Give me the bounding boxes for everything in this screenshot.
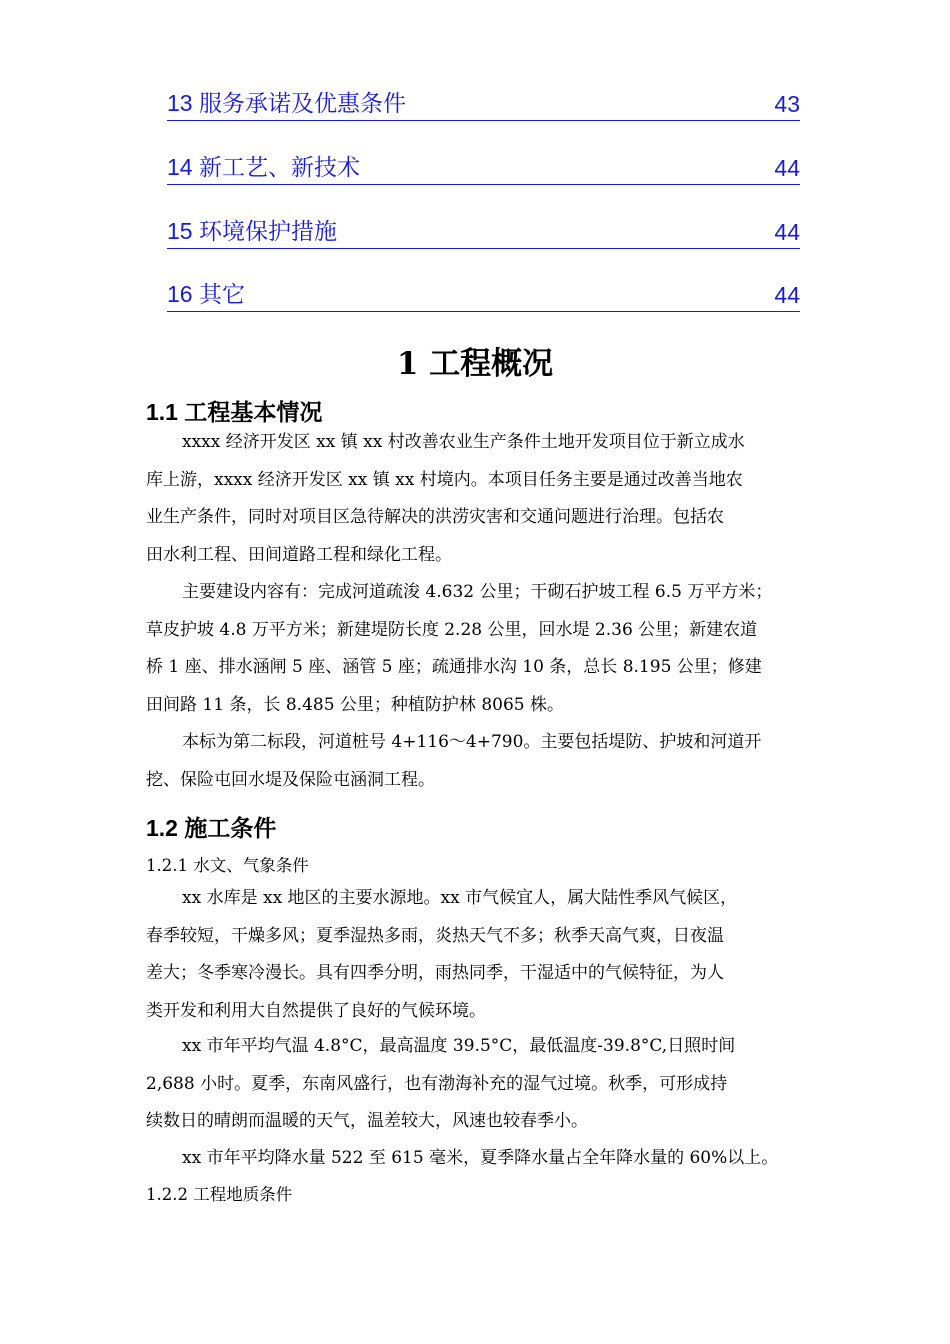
section-heading-1-2: 1.2 施工条件 [146, 815, 277, 841]
toc-entry-page: 44 [774, 282, 800, 308]
toc-entry-14[interactable] [167, 150, 800, 185]
text-line: xx 市年平均气温 4.8°C，最高温度 39.5°C，最低温度-39.8°C,日照时间 [182, 1036, 736, 1056]
toc-entry-title: 16 其它 [167, 281, 245, 307]
text-line: 田水利工程、田间道路工程和绿化工程。 [146, 544, 452, 565]
subsection-heading-1-2-2: 1.2.2 工程地质条件 [146, 1185, 293, 1204]
text-line: xx 水库是 xx 地区的主要水源地。xx 市气候宜人，属大陆性季风气候区， [182, 888, 738, 908]
text-line: 春季较短，干燥多风；夏季湿热多雨，炎热天气不多；秋季天高气爽，日夜温 [146, 925, 724, 946]
text-line: 桥 1 座、排水涵闸 5 座、涵管 5 座；疏通排水沟 10 条，总长 8.195 公里；修建 [146, 657, 762, 677]
paragraph-bid-section [146, 724, 810, 799]
text-line: 挖、保险屯回水堤及保险屯涵洞工程。 [146, 769, 435, 790]
paragraph-precipitation [146, 1140, 810, 1178]
toc-entry-title: 15 环境保护措施 [167, 218, 337, 244]
toc-entry-page: 44 [774, 219, 800, 245]
text-line: 类开发和利用大自然提供了良好的气候环境。 [146, 1000, 486, 1021]
text-line: 草皮护坡 4.8 万平方米；新建堤防长度 2.28 公里，回水堤 2.36 公里；新建农道 [146, 619, 758, 640]
toc-entry-title: 13 服务承诺及优惠条件 [167, 90, 406, 116]
paragraph-construction-content [146, 574, 810, 724]
text-line: 田间路 11 条，长 8.485 公里；种植防护林 8065 株。 [146, 694, 564, 715]
toc-entry-16[interactable] [167, 277, 800, 312]
subsection-heading-1-2-1: 1.2.1 水文、气象条件 [146, 856, 309, 875]
text-line: xx 市年平均降水量 522 至 615 毫米，夏季降水量占全年降水量的 60%以上。 [182, 1148, 779, 1168]
toc-entry-15[interactable] [167, 214, 800, 249]
text-line: xxxx 经济开发区 xx 镇 xx 村改善农业生产条件土地开发项目位于新立成水 [182, 432, 745, 452]
text-line: 续数日的晴朗而温暖的天气，温差较大，风速也较春季小。 [146, 1111, 588, 1131]
text-line: 差大；冬季寒冷漫长。具有四季分明，雨热同季，干湿适中的气候特征，为人 [146, 963, 724, 983]
toc-entry-13[interactable] [167, 86, 800, 121]
text-line: 2,688 小时。夏季，东南风盛行，也有渤海补充的湿气过境。秋季，可形成持 [146, 1073, 728, 1094]
section-heading-1-1: 1.1 工程基本情况 [146, 399, 323, 425]
toc-entry-title: 14 新工艺、新技术 [167, 154, 360, 180]
text-line: 库上游，xxxx 经济开发区 xx 镇 xx 村境内。本项目任务主要是通过改善当地农 [146, 469, 743, 490]
paragraph-climate [146, 880, 810, 1030]
chapter-title: 1 工程概况 [396, 346, 554, 382]
text-line: 业生产条件，同时对项目区急待解决的洪涝灾害和交通问题进行治理。包括农 [146, 507, 724, 527]
toc-entry-page: 43 [774, 91, 800, 117]
paragraph-project-location [146, 424, 810, 574]
paragraph-temperature [146, 1028, 810, 1141]
text-line: 本标为第二标段，河道桩号 4+116～4+790。主要包括堤防、护坡和河道开 [182, 732, 762, 752]
text-line: 主要建设内容有：完成河道疏浚 4.632 公里；干砌石护坡工程 6.5 万平方米； [182, 582, 773, 602]
toc-entry-page: 44 [774, 155, 800, 181]
